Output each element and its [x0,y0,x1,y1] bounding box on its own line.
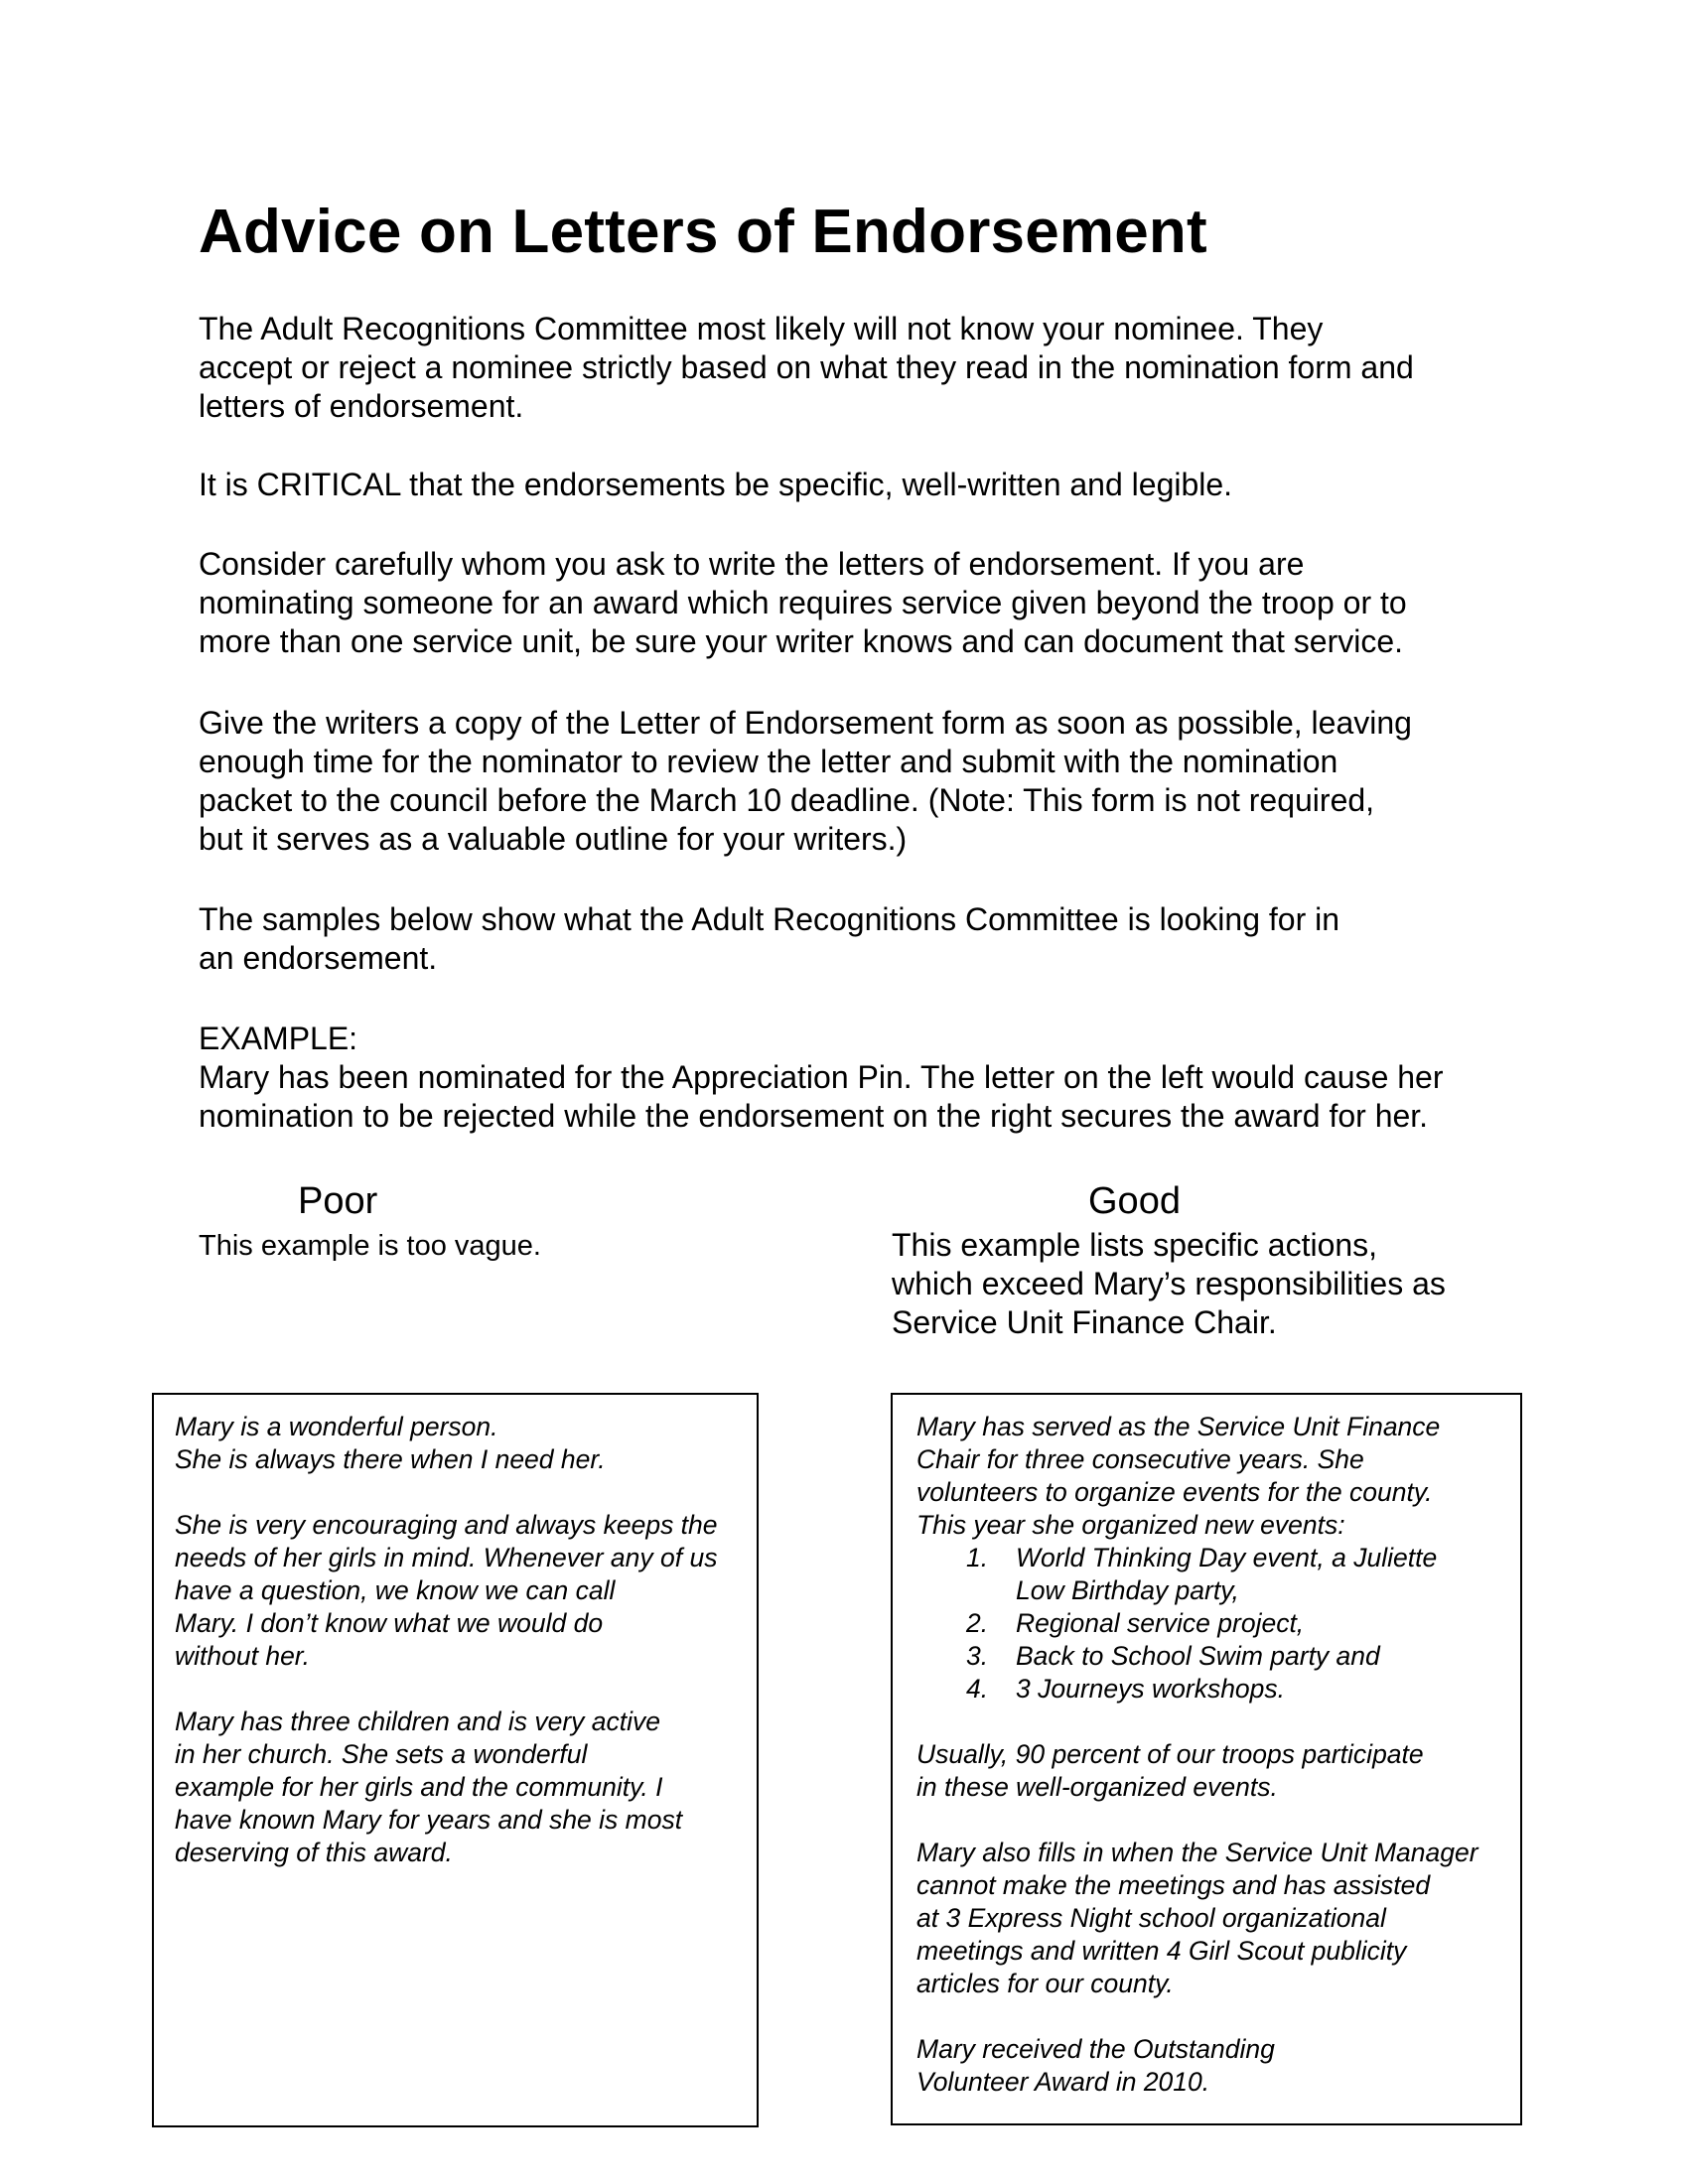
poor-description: This example is too vague. [199,1230,541,1262]
poor-letter-paragraph: Mary has three children and is very active in her church. She sets a wonderful example for her girls and the community. I have known Mary for years and she is most deserving of this award. [175,1706,683,1867]
good-heading: Good [1088,1180,1181,1222]
good-letter-paragraph: Mary also fills in when the Service Unit Manager cannot make the meetings and has assisted at 3 Express Night school organizational meetings and written 4 Girl Scout publicity articles for our county. [916,1838,1478,1998]
list-item: 1. World Thinking Day event, a Juliette Low Birthday party, [966,1543,1438,1605]
writer-selection-paragraph: Consider carefully whom you ask to write the letters of endorsement. If you are nominating someone for an award which requires service given beyond the troop or to more than one service unit, be sure your writer knows and can document that service. [199,546,1407,659]
form-advice-paragraph: Give the writers a copy of the Letter of Endorsement form as soon as possible, leaving enough time for the nominator to review the letter and submit with the nomination packet to the council before the March 10 deadline. (Note: This form is not required, but it serves as a valuable outline for your writers.) [199,705,1412,857]
good-letter-box [891,1393,1522,2125]
list-item: 4. 3 Journeys workshops. [966,1674,1286,1704]
example-paragraph: EXAMPLE: Mary has been nominated for the Appreciation Pin. The letter on the left would cause her nomination to be rejected while the endorsement on the right secures the award for her. [199,1021,1444,1134]
poor-heading: Poor [298,1180,378,1222]
page-title: Advice on Letters of Endorsement [199,198,1207,266]
poor-letter-paragraph: She is very encouraging and always keeps the needs of her girls in mind. Whenever any of us have a question, we know we can call Mary. I don’t know what we would do without her. [175,1510,718,1671]
good-letter-paragraph: Usually, 90 percent of our troops participate in these well-organized events. [916,1739,1424,1802]
good-description: This example lists specific actions, which exceed Mary’s responsibilities as Service Unit Finance Chair. [892,1227,1446,1340]
critical-paragraph: It is CRITICAL that the endorsements be specific, well-written and legible. [199,467,1233,502]
events-list [916,1542,1500,1706]
list-item: 3. Back to School Swim party and [966,1641,1380,1671]
poor-letter-paragraph: Mary is a wonderful person. She is always there when I need her. [175,1412,606,1474]
intro-paragraph: The Adult Recognitions Committee most likely will not know your nominee. They accept or reject a nominee strictly based on what they read in the nomination form and letters of endorsement. [199,311,1414,424]
good-letter-intro: Mary has served as the Service Unit Finance Chair for three consecutive years. She volunteers to organize events for the county. This year she organized new events: [916,1412,1441,1540]
poor-letter-box [152,1393,759,2127]
samples-paragraph: The samples below show what the Adult Recognitions Committee is looking for in an endorsement. [199,901,1340,976]
list-item: 2. Regional service project, [966,1608,1305,1638]
good-letter-paragraph: Mary received the Outstanding Volunteer Award in 2010. [916,2034,1275,2097]
